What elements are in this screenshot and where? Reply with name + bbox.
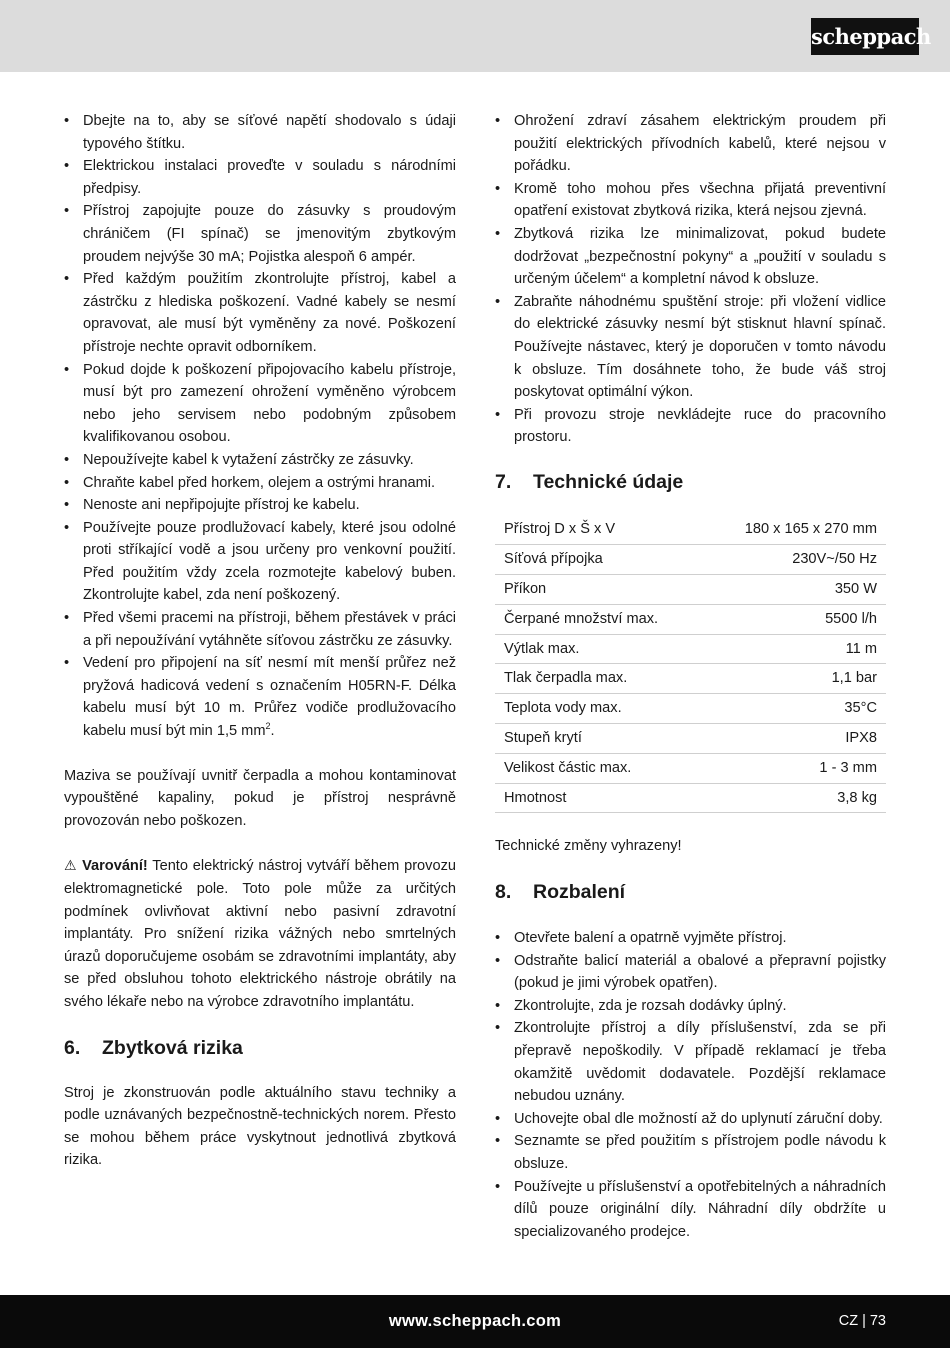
section-title: Technické údaje (533, 470, 684, 493)
list-item: • Používejte pouze prodlužovací kabely, které jsou odolné proti stříkající vodě a jsou určeny pro venkovní použití. Před použitím vždy zcela rozmotejte kabelový buben. Zkontrolujte kabel, zda není poškozený. (64, 517, 456, 607)
spec-label: Výtlak max. (495, 634, 704, 664)
spec-label: Velikost částic max. (495, 753, 704, 783)
spec-label: Čerpané množství max. (495, 604, 704, 634)
warning-label: Varování! (82, 858, 148, 875)
section-number: 8. (495, 880, 512, 903)
spec-label: Přístroj D x Š x V (495, 515, 704, 545)
list-item: • Nepoužívejte kabel k vytažení zástrčky ze zásuvky. (64, 449, 456, 472)
brand-logo: scheppach (811, 18, 919, 55)
spec-value: 230V~/50 Hz (704, 545, 886, 575)
cable-spec-text: Vedení pro připojení na síť nesmí mít menší průřez než pryžová hadicová vedení s označením H05RN-F. Délka kabelu musí být 10 m. Průřez vodiče prodlužovacího kabelu musí být min 1,5 mm (83, 655, 456, 740)
spec-value: 5500 l/h (704, 604, 886, 634)
spec-value: 1 - 3 mm (704, 753, 886, 783)
table-row (495, 723, 886, 753)
list-item: • Před všemi pracemi na přístroji, během přestávek v práci a při nepoužívání vytáhněte síťovou zástrčku ze zásuvky. (64, 607, 456, 652)
warning-text: Tento elektrický nástroj vytváří během provozu elektromagnetické pole. Toto pole může za určitých podmínek ovlivňovat aktivní nebo pasivní zdravotní implantáty. Pro snížení rizika vážných nebo smrtelných úrazů doporučujeme osobám se zdravotními implantáty, aby se před obsluhou tohoto elektrického nástroje obrátily na svého lékaře nebo na výrobce zdravotního implantátu. (64, 858, 456, 1010)
list-item: • Zkontrolujte, zda je rozsah dodávky úplný. (495, 995, 886, 1018)
spec-label: Tlak čerpadla max. (495, 664, 704, 694)
spec-label: Síťová přípojka (495, 545, 704, 575)
section-number: 6. (64, 1036, 81, 1059)
spec-value: 1,1 bar (704, 664, 886, 694)
list-item (64, 652, 456, 742)
list-item: • Uchovejte obal dle možností až do uplynutí záruční doby. (495, 1108, 886, 1131)
technical-changes-note: Technické změny vyhrazeny! (495, 838, 682, 855)
spec-value: 35°C (704, 694, 886, 724)
list-item: • Přístroj zapojujte pouze do zásuvky s proudovým chráničem (FI spínač) se jmenovitým zbytkovým proudem nejvýše 30 mA; Pojistka alespoň 6 ampér. (64, 200, 456, 268)
list-item: • Nenoste ani nepřipojujte přístroj ke kabelu. (64, 494, 456, 517)
spec-label: Stupeň krytí (495, 723, 704, 753)
footer-website-link[interactable]: www.scheppach.com (388, 1312, 562, 1330)
left-column (64, 110, 456, 1172)
section-number: 7. (495, 470, 512, 493)
list-item: • Odstraňte balicí materiál a obalové a přepravní pojistky (pokud je jimi výrobek opatřen). (495, 950, 886, 995)
risk-bullet-list (495, 110, 886, 449)
list-item: • Chraňte kabel před horkem, olejem a ostrými hranami. (64, 472, 456, 495)
list-item: • Před každým použitím zkontrolujte přístroj, kabel a zástrčku z hlediska poškození. Vadné kabely se nesmí opravovat, ale musí být vyměněny za nové. Poškození přístroje nechte opravit odborníkem. (64, 268, 456, 358)
cable-spec-end: . (270, 723, 275, 740)
section-6-heading (64, 1035, 456, 1061)
list-item: • Elektrickou instalaci proveďte v souladu s národními předpisy. (64, 155, 456, 200)
section-title: Zbytková rizika (102, 1036, 243, 1059)
spec-label: Hmotnost (495, 783, 704, 813)
table-row (495, 753, 886, 783)
table-row (495, 545, 886, 575)
list-item: • Zabraňte náhodnému spuštění stroje: při vložení vidlice do elektrické zásuvky nesmí být stisknut hlavní spínač. Používejte nástavec, který je doporučen v tomto návodu k obsluze. Tím dosáhnete toho, že bude váš stroj poskytovat optimální výkon. (495, 291, 886, 404)
section-8-heading (495, 879, 886, 905)
table-row (495, 694, 886, 724)
table-row (495, 575, 886, 605)
section-6-paragraph: Stroj je zkonstruován podle aktuálního stavu techniky a podle uznávaných bezpečnostně-technických norem. Přesto se mohou během práce vyskytnout jednotlivá zbytková rizika. (64, 1084, 456, 1169)
list-item: • Ohrožení zdraví zásahem elektrickým proudem při použití elektrických přívodních kabelů, které nejsou v pořádku. (495, 110, 886, 178)
lubricant-paragraph: Maziva se používají uvnitř čerpadla a mohou kontaminovat vypouštěné kapaliny, pokud je přístroj nesprávně provozován nebo poškozen. (64, 767, 456, 829)
superscript-2: 2 (265, 721, 271, 732)
list-item: • Otevřete balení a opatrně vyjměte přístroj. (495, 927, 886, 950)
list-item: • Zkontrolujte přístroj a díly příslušenství, zda se při přepravě nepoškodily. V případě reklamací je třeba okamžitě uvědomit dodavatele. Pozdější reklamace nebudou uznány. (495, 1017, 886, 1107)
spec-value: 350 W (704, 575, 886, 605)
list-item: • Dbejte na to, aby se síťové napětí shodovalo s údaji typového štítku. (64, 110, 456, 155)
spec-value: 180 x 165 x 270 mm (704, 515, 886, 545)
spec-value: 11 m (704, 634, 886, 664)
table-row (495, 604, 886, 634)
section-7-heading (495, 469, 886, 495)
spec-label: Teplota vody max. (495, 694, 704, 724)
list-item: • Zbytková rizika lze minimalizovat, pokud budete dodržovat „bezpečnostní pokyny“ a „použití v souladu s určeným účelem“ a kompletní návod k obsluze. (495, 223, 886, 291)
spec-value: 3,8 kg (704, 783, 886, 813)
table-row (495, 664, 886, 694)
right-column (495, 110, 886, 1243)
header-band (0, 0, 950, 72)
warning-paragraph (64, 854, 456, 1013)
unpacking-bullet-list (495, 927, 886, 1243)
table-row (495, 634, 886, 664)
warning-triangle-icon: ⚠ (64, 857, 78, 874)
list-item: • Pokud dojde k poškození připojovacího kabelu přístroje, musí být pro zamezení ohrožení vyměněno výrobcem nebo jeho servisem nebo podobným způsobem kvalifikovanou osobou. (64, 359, 456, 449)
list-item: • Při provozu stroje nevkládejte ruce do pracovního prostoru. (495, 404, 886, 449)
list-item: • Kromě toho mohou přes všechna přijatá preventivní opatření existovat zbytková rizika, která nejsou zjevná. (495, 178, 886, 223)
footer-bar (0, 1295, 950, 1348)
list-item: • Seznamte se před použitím s přístrojem podle návodu k obsluze. (495, 1130, 886, 1175)
spec-label: Příkon (495, 575, 704, 605)
section-title: Rozbalení (533, 880, 626, 903)
table-row (495, 783, 886, 813)
list-item: • Používejte u příslušenství a opotřebitelných a náhradních dílů pouze originální díly. Náhradní díly obdržíte u specializovaného prodejce. (495, 1176, 886, 1244)
technical-data-table (495, 515, 886, 813)
page-number: CZ | 73 (838, 1313, 886, 1329)
spec-value: IPX8 (704, 723, 886, 753)
table-row (495, 515, 886, 545)
safety-bullet-list (64, 110, 456, 743)
